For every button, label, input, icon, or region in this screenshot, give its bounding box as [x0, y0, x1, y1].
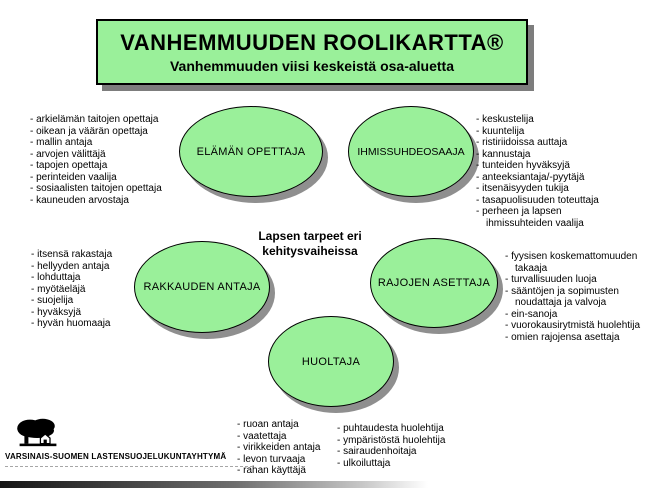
role-ellipse-elaman-opettaja [179, 106, 323, 197]
task-item: - puhtaudesta huolehtija [337, 423, 482, 435]
task-item: - oikean ja väärän opettaja [30, 126, 195, 138]
role-label: ELÄMÄN OPETTAJA [196, 145, 306, 158]
task-list-rajojen-asettaja [505, 251, 650, 343]
task-list-elaman-opettaja [30, 114, 195, 206]
center-caption-line2: kehitysvaiheissa [262, 244, 358, 258]
center-caption-line1: Lapsen tarpeet eri [258, 229, 362, 243]
task-list-ihmissuhdeosaaja [476, 114, 626, 229]
bottom-edge-bar [0, 481, 428, 488]
task-item: - vaatettaja [237, 431, 347, 443]
task-list-huoltaja-col2 [337, 423, 482, 469]
task-item: - arvojen välittäjä [30, 149, 195, 161]
task-item: - perinteiden vaalija [30, 172, 195, 184]
task-item: - mallin antaja [30, 137, 195, 149]
task-list-huoltaja-col1 [237, 419, 347, 477]
dashed-divider [5, 466, 253, 467]
role-label: HUOLTAJA [301, 355, 361, 368]
role-label: RAKKAUDEN ANTAJA [143, 281, 261, 293]
task-item: - ein-sanoja [505, 309, 650, 321]
diagram-title: VANHEMMUUDEN ROOLIKARTTA® [120, 30, 504, 55]
organization-name: VARSINAIS-SUOMEN LASTENSUOJELUKUNTAYHTYMÄ [5, 452, 227, 461]
task-item: - ulkoiluttaja [337, 458, 482, 470]
task-item: - tapojen opettaja [30, 160, 195, 172]
task-item: - kannustaja [476, 149, 626, 161]
task-list-rakkauden-antaja [31, 249, 151, 330]
tree-and-house-logo-icon [14, 417, 62, 451]
task-item: - sosiaalisten taitojen opettaja [30, 183, 195, 195]
task-item: - virikkeiden antaja [237, 442, 347, 454]
task-item: - ristiriidoissa auttaja [476, 137, 626, 149]
role-ellipse-huoltaja [268, 316, 394, 407]
task-item: - itsenäisyyden tukija [476, 183, 626, 195]
task-item: - tunteiden hyväksyjä [476, 160, 626, 172]
task-item: - hyväksyjä [31, 307, 151, 319]
task-item: - ruoan antaja [237, 419, 347, 431]
task-item: - kauneuden arvostaja [30, 195, 195, 207]
task-item: - vuorokausirytmistä huolehtija [505, 320, 650, 332]
role-ellipse-ihmissuhdeosaaja [348, 106, 474, 197]
task-item: - tasapuolisuuden toteuttaja [476, 195, 626, 207]
task-item: - lohduttaja [31, 272, 151, 284]
task-item: - itsensä rakastaja [31, 249, 151, 261]
role-label: RAJOJEN ASETTAJA [377, 277, 491, 289]
task-item: - ympäristöstä huolehtija [337, 435, 482, 447]
task-item: - keskustelija [476, 114, 626, 126]
task-item: - sairaudenhoitaja [337, 446, 482, 458]
task-item: - levon turvaaja [237, 454, 347, 466]
task-item: - arkielämän taitojen opettaja [30, 114, 195, 126]
task-item: - rahan käyttäjä [237, 465, 347, 477]
task-item: - perheen ja lapsen ihmissuhteiden vaalija [476, 206, 626, 229]
role-label: IHMISSUHDEOSAAJA [357, 145, 465, 158]
task-item: - sääntöjen ja sopimusten noudattaja ja valvoja [505, 286, 650, 309]
task-item: - hyvän huomaaja [31, 318, 151, 330]
task-item: - fyysisen koskemattomuuden takaaja [505, 251, 650, 274]
center-caption [225, 229, 395, 259]
task-item: - suojelija [31, 295, 151, 307]
task-item: - kuuntelija [476, 126, 626, 138]
title-box [96, 19, 528, 85]
task-item: - myötäeläjä [31, 284, 151, 296]
task-item: - hellyyden antaja [31, 261, 151, 273]
task-item: - turvallisuuden luoja [505, 274, 650, 286]
task-item: - anteeksiantaja/-pyytäjä [476, 172, 626, 184]
task-item: - omien rajojensa asettaja [505, 332, 650, 344]
diagram-subtitle: Vanhemmuuden viisi keskeistä osa-aluetta [169, 58, 454, 74]
